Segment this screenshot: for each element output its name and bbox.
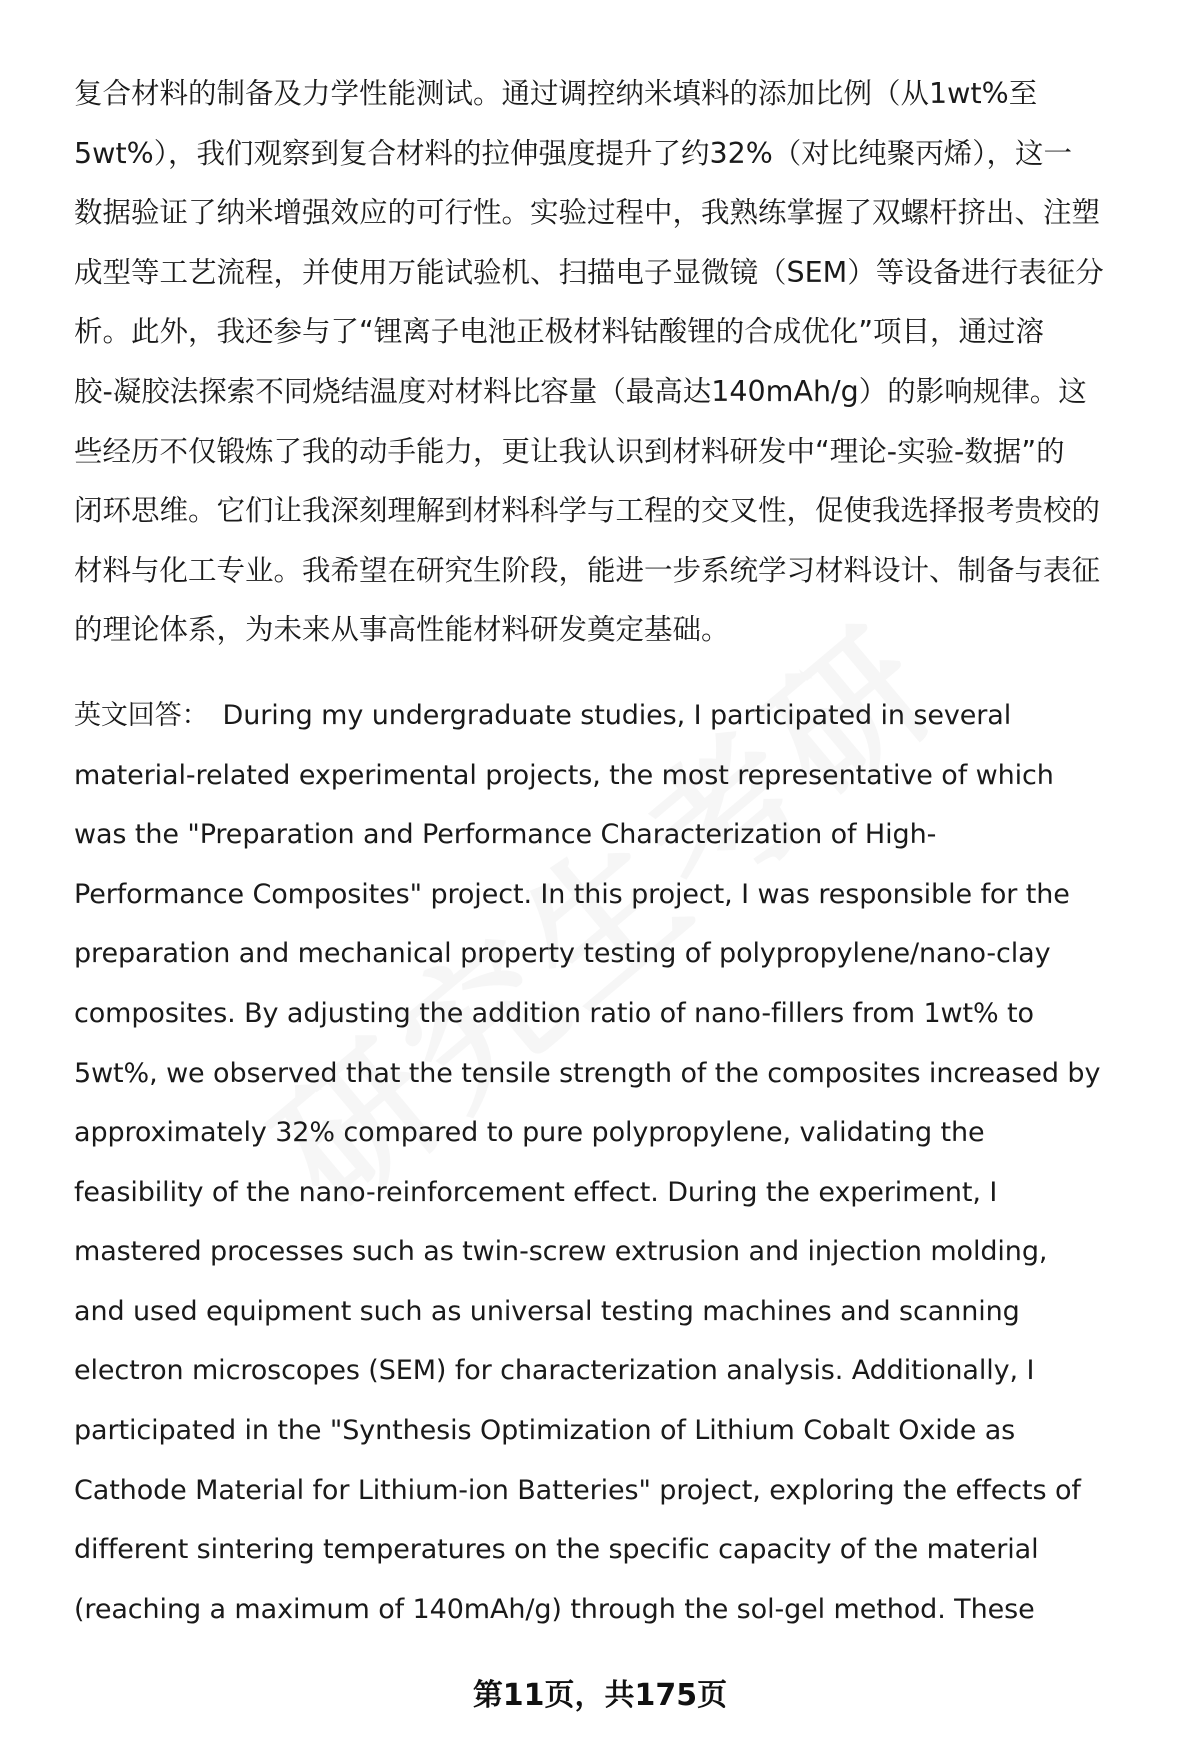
text-line: mastered processes such as twin-screw extrusion and injection molding, [74, 1236, 1048, 1268]
page-content [74, 64, 1154, 1639]
text-line: was the "Preparation and Performance Characterization of High- [74, 819, 937, 851]
english-first-line [74, 686, 1154, 746]
answer-label: 英文回答： [74, 699, 209, 731]
text-line: 的理论体系，为未来从事高性能材料研发奠定基础。 [74, 613, 730, 647]
text-line: approximately 32% compared to pure polypropylene, validating the [74, 1117, 985, 1149]
text-line: composites. By adjusting the addition ratio of nano-fillers from 1wt% to [74, 997, 1034, 1029]
text-line: 析。此外，我还参与了“锂离子电池正极材料钴酸锂的合成优化”项目，通过溶 [74, 315, 1045, 349]
text-line: feasibility of the nano-reinforcement effect. During the experiment, I [74, 1176, 998, 1208]
text-line: different sintering temperatures on the specific capacity of the material [74, 1534, 1039, 1566]
text-line: and used equipment such as universal testing machines and scanning [74, 1295, 1020, 1327]
text-line: 5wt%），我们观察到复合材料的拉伸强度提升了约32%（对比纯聚丙烯），这一 [74, 136, 1073, 170]
text-line: 些经历不仅锻炼了我的动手能力，更让我认识到材料研发中“理论-实验-数据”的 [74, 434, 1065, 468]
text-line: 复合材料的制备及力学性能测试。通过调控纳米填料的添加比例（从1wt%至 [74, 77, 1038, 110]
text-line: electron microscopes (SEM) for characterization analysis. Additionally, I [74, 1355, 1035, 1387]
text-line: 5wt%, we observed that the tensile strength of the composites increased by [74, 1057, 1101, 1089]
text-line: During my undergraduate studies, I participated in several [222, 699, 1012, 731]
page-indicator: 第11页，共175页 [472, 1678, 728, 1713]
text-line: 材料与化工专业。我希望在研究生阶段，能进一步系统学习材料设计、制备与表征 [74, 553, 1101, 587]
text-line: 闭环思维。它们让我深刻理解到材料科学与工程的交叉性，促使我选择报考贵校的 [74, 494, 1101, 528]
text-line: 数据验证了纳米增强效应的可行性。实验过程中，我熟练掌握了双螺杆挤出、注塑 [74, 196, 1101, 230]
text-line: Performance Composites" project. In this project, I was responsible for the [74, 878, 1070, 910]
text-line: participated in the "Synthesis Optimization of Lithium Cobalt Oxide as [74, 1415, 1016, 1447]
chinese-paragraph [74, 64, 1154, 660]
english-paragraph [74, 686, 1154, 1640]
text-line: 胶-凝胶法探索不同烧结温度对材料比容量（最高达140mAh/g）的影响规律。这 [74, 374, 1087, 408]
text-line: preparation and mechanical property testing of polypropylene/nano-clay [74, 938, 1051, 970]
text-line: material-related experimental projects, the most representative of which [74, 759, 1054, 791]
text-line: (reaching a maximum of 140mAh/g) through the sol-gel method. These [74, 1593, 1035, 1625]
text-line: Cathode Material for Lithium-ion Batteries" project, exploring the effects of [74, 1474, 1081, 1506]
text-line: 成型等工艺流程，并使用万能试验机、扫描电子显微镜（SEM）等设备进行表征分 [74, 255, 1104, 289]
